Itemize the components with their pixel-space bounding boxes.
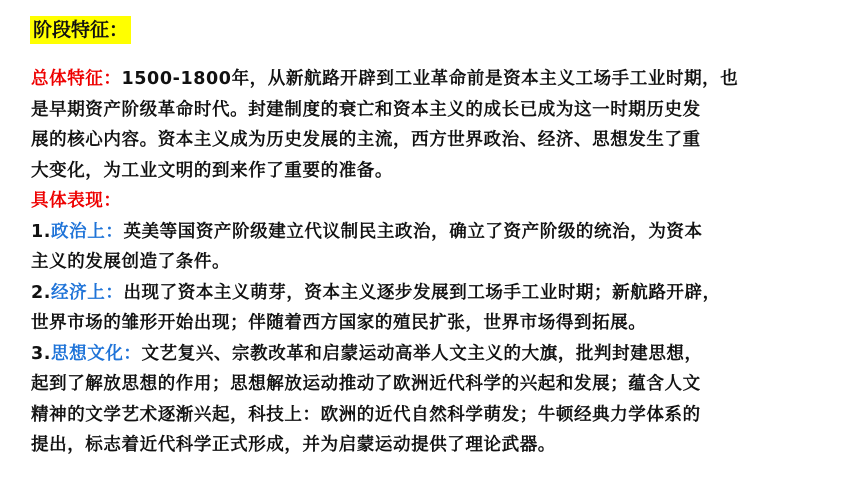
item-1-text-1: 英美等国资产阶级建立代议制民主政治，确立了资产阶级的统治，为资本 bbox=[123, 221, 703, 242]
item-1-line-1 bbox=[31, 217, 836, 248]
item-3-line-2: 起到了解放思想的作用；思想解放运动推动了欧洲近代科学的兴起和发展；蕴含人文 bbox=[31, 374, 701, 394]
item-1-number: 1. bbox=[31, 221, 52, 242]
overall-line-4: 大变化，为工业文明的到来作了重要的准备。 bbox=[31, 160, 393, 181]
item-3-line-4: 提出，标志着近代科学正式形成，并为启蒙运动提供了理论武器。 bbox=[31, 435, 556, 455]
section-heading: 阶段特征： bbox=[30, 16, 131, 44]
item-3-number: 3. bbox=[31, 343, 52, 364]
item-2-line-2: 世界市场的雏形开始出现；伴随着西方国家的殖民扩张，世界市场得到拓展。 bbox=[31, 313, 647, 333]
item-2-label: 经济上： bbox=[51, 282, 124, 303]
overall-line-3: 展的核心内容。资本主义成为历史发展的主流，西方世界政治、经济、思想发生了重 bbox=[31, 130, 701, 150]
item-2-text-1: 出现了资本主义萌芽，资本主义逐步发展到工场手工业时期；新航路开辟， bbox=[123, 282, 721, 303]
item-1-line-2: 主义的发展创造了条件。 bbox=[31, 252, 231, 272]
item-3-text-1: 文艺复兴、宗教改革和启蒙运动高举人文主义的大旗，批判封建思想， bbox=[141, 343, 703, 364]
item-3-label: 思想文化： bbox=[51, 343, 142, 364]
overall-line-1 bbox=[31, 64, 836, 95]
overall-label: 总体特征： bbox=[31, 69, 122, 89]
item-1-label: 政治上： bbox=[51, 221, 124, 242]
overall-line-2: 是早期资产阶级革命时代。封建制度的衰亡和资本主义的成长已成为这一时期历史发 bbox=[31, 99, 701, 120]
item-2-line-1 bbox=[31, 278, 836, 309]
item-2-number: 2. bbox=[31, 282, 52, 303]
item-3-line-1 bbox=[31, 339, 836, 370]
body-text bbox=[31, 64, 836, 461]
specific-label: 具体表现： bbox=[31, 191, 122, 211]
item-3-line-3: 精神的文学艺术逐渐兴起，科技上：欧洲的近代自然科学萌发；牛顿经典力学体系的 bbox=[31, 404, 701, 425]
overall-text-1: 1500-1800年，从新航路开辟到工业革命前是资本主义工场手工业时期，也 bbox=[121, 69, 739, 89]
